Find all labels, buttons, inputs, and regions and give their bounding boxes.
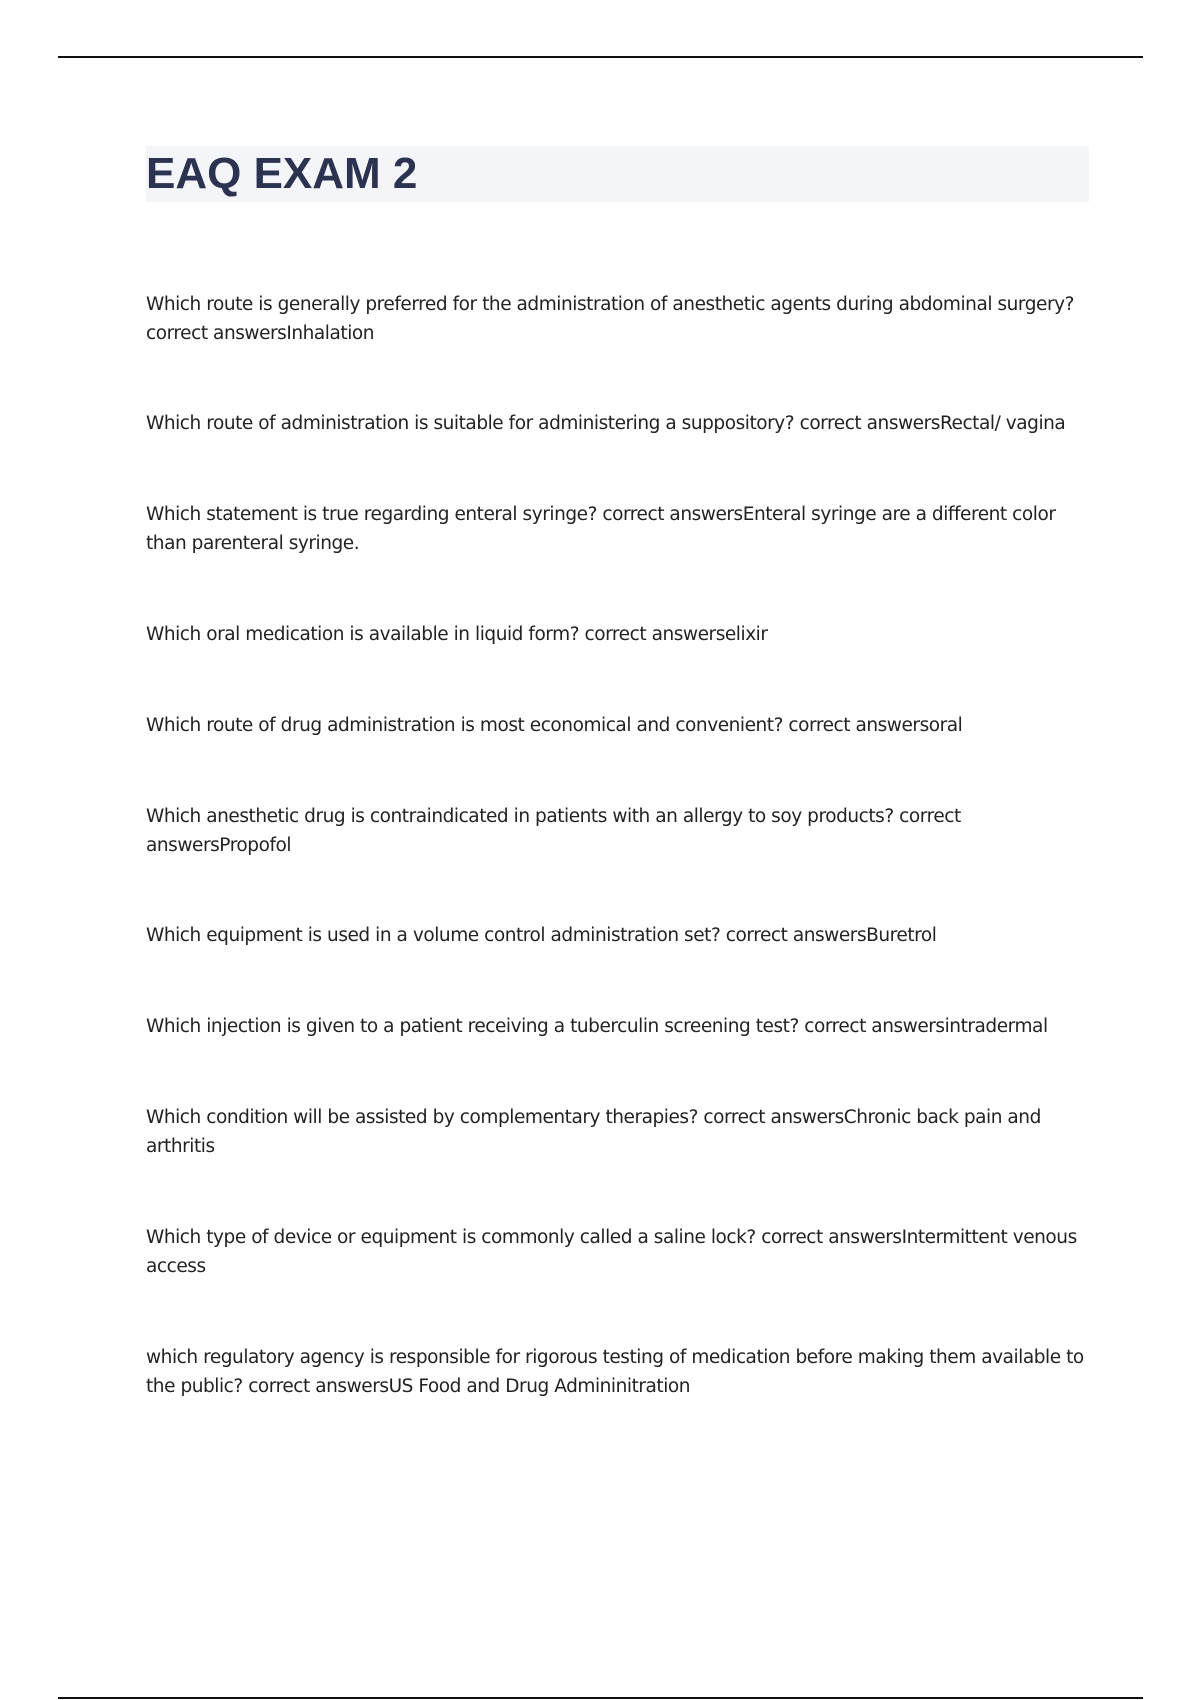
qa-item: Which oral medication is available in liquid form? correct answerselixir <box>146 624 768 645</box>
qa-item: Which route of administration is suitable for administering a suppository? correct answersRectal/ vagina <box>146 413 1066 434</box>
qa-item: Which route of drug administration is most economical and convenient? correct answersoral <box>146 715 963 736</box>
qa-item: Which anesthetic drug is contraindicated in patients with an allergy to soy products? correct answersPropofol <box>146 806 961 856</box>
qa-item: Which injection is given to a patient receiving a tuberculin screening test? correct answersintradermal <box>146 1016 1048 1037</box>
qa-item: Which type of device or equipment is commonly called a saline lock? correct answersIntermittent venous access <box>146 1227 1077 1277</box>
qa-item: Which equipment is used in a volume control administration set? correct answersBuretrol <box>146 925 937 946</box>
qa-item: which regulatory agency is responsible for rigorous testing of medication before making them available to the public? correct answersUS Food and Drug Admininitration <box>146 1347 1084 1397</box>
document-title: EAQ EXAM 2 <box>146 149 418 198</box>
top-rule <box>58 56 1143 58</box>
qa-item: Which route is generally preferred for the administration of anesthetic agents during abdominal surgery? correct answersInhalation <box>146 294 1075 344</box>
qa-item: Which statement is true regarding enteral syringe? correct answersEnteral syringe are a different color than parenteral syringe. <box>146 504 1056 554</box>
qa-item: Which condition will be assisted by complementary therapies? correct answersChronic back pain and arthritis <box>146 1107 1041 1157</box>
bottom-rule <box>58 1697 1143 1699</box>
